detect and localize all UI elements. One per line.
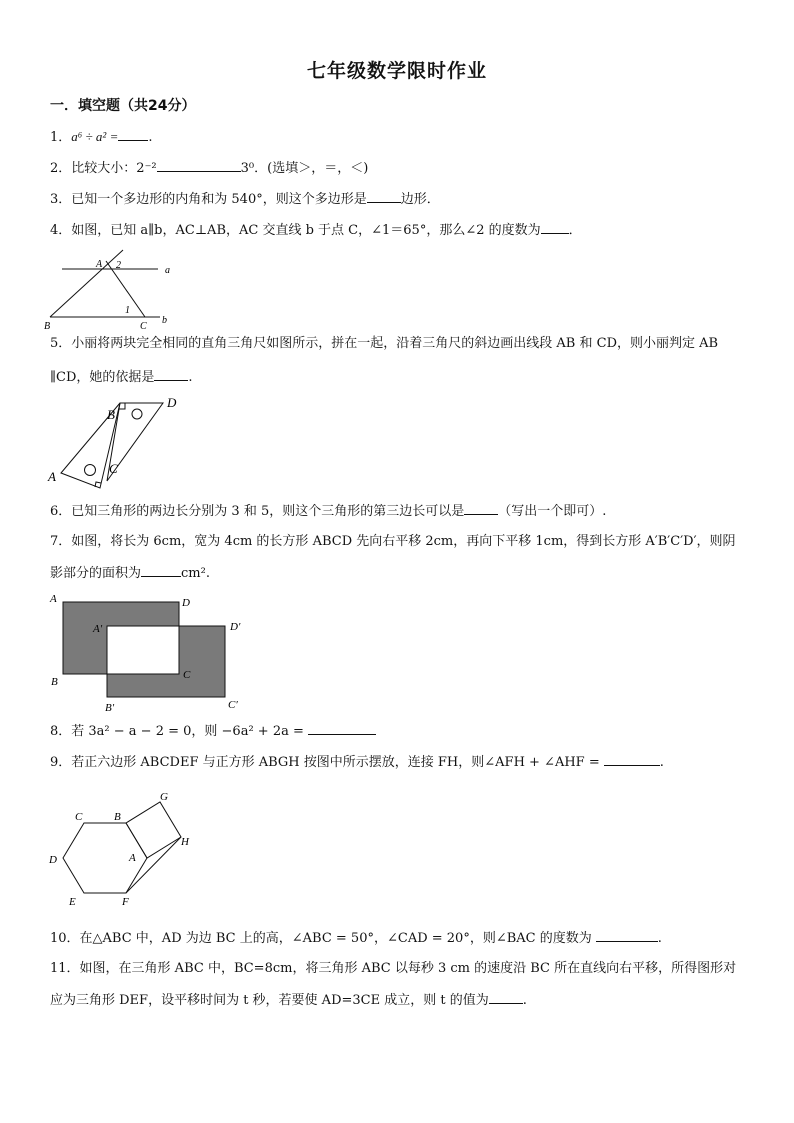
question-5-line-1 [50, 333, 718, 355]
label-C: C [140, 321, 147, 332]
question-text: 如图，已知 a∥b，AC⊥AB，AC 交直线 b 于点 C，∠1＝65°，那么∠2 的度数为 [71, 223, 541, 238]
label-D-prime: D′ [230, 621, 241, 633]
label-angle-2: 2 [116, 260, 121, 271]
compare-right: 3⁰ [240, 161, 255, 176]
question-number: 10． [50, 931, 80, 946]
question-end: . [188, 370, 193, 385]
label-C: C [75, 811, 83, 823]
segment-fh [126, 837, 181, 893]
question-4 [50, 219, 582, 242]
question-end: ．(选填＞，＝，＜) [254, 161, 369, 176]
overlap-region [107, 626, 179, 674]
question-number: 3． [50, 192, 72, 207]
question-text: 如图，在三角形 ABC 中，BC=8cm，将三角形 ABC 以每秒 3 cm 的速度沿 BC 所在直线向右平移，所得图形对 [79, 961, 737, 976]
question-5-line-2 [50, 366, 193, 389]
question-text: 应为三角形 DEF，设平移时间为 t 秒，若要使 AD=3CE 成立，则 t 的值为 [50, 993, 489, 1008]
answer-blank[interactable] [541, 219, 569, 234]
label-line-b: b [162, 315, 167, 326]
question-8 [50, 720, 376, 743]
label-D: D [182, 597, 190, 609]
question-end: . [522, 993, 527, 1008]
question-3 [50, 188, 440, 211]
hole-circle-bottom [85, 465, 96, 476]
label-D: D [49, 854, 57, 866]
figure-translated-rectangles [45, 590, 255, 715]
label-B-prime: B′ [105, 702, 115, 714]
answer-blank[interactable] [464, 500, 498, 515]
label-D: D [167, 395, 177, 410]
question-text: 影部分的面积为 [50, 566, 142, 581]
label-B: B [114, 811, 121, 823]
question-text: 若 3a² − a − 2 = 0，则 −6a² + 2a = [71, 724, 304, 739]
question-expression: a⁶ ÷ a² = [71, 129, 119, 144]
compare-left: 2⁻² [136, 161, 157, 176]
question-end: cm². [181, 566, 210, 581]
question-number: 1． [50, 130, 72, 145]
label-G: G [160, 791, 168, 803]
question-text: 在△ABC 中，AD 为边 BC 上的高，∠ABC = 50°，∠CAD = 20°，则∠BAC 的度数为 [79, 931, 592, 946]
figure-set-squares [45, 393, 195, 493]
label-A: A [48, 469, 56, 484]
label-B: B [107, 407, 115, 422]
question-number: 9． [50, 755, 72, 770]
square-abgh [126, 802, 181, 858]
answer-blank[interactable] [154, 366, 188, 381]
question-number: 5． [50, 336, 72, 351]
question-number: 11． [50, 961, 80, 976]
label-E: E [69, 896, 76, 908]
question-end: ． [568, 223, 582, 238]
question-text: 已知三角形的两边长分别为 3 和 5，则这个三角形的第三边长可以是 [71, 504, 465, 519]
label-B: B [51, 676, 58, 688]
section-heading: 一．填空题（共24分） [50, 98, 196, 114]
question-end: . [657, 931, 662, 946]
label-F: F [122, 896, 129, 908]
label-A: A [96, 259, 103, 270]
question-end: 边形． [400, 192, 440, 207]
answer-blank[interactable] [118, 126, 148, 141]
question-11-line-2 [50, 989, 527, 1012]
question-1 [50, 126, 153, 149]
question-number: 7． [50, 534, 72, 549]
label-line-a: a [165, 265, 170, 276]
label-C: C [183, 669, 191, 681]
label-angle-1: 1 [125, 305, 130, 316]
label-C-prime: C′ [228, 699, 238, 711]
question-number: 2． [50, 161, 72, 176]
question-text: 如图，将长为 6cm，宽为 4cm 的长方形 ABCD 先向右平移 2cm，再向下平移 1cm，得到长方形 A′B′C′D′，则阴 [71, 534, 736, 549]
answer-blank[interactable] [308, 720, 376, 735]
label-H: H [181, 836, 189, 848]
question-text: 比较大小： [71, 161, 137, 176]
figure-hexagon-square [40, 785, 210, 910]
question-7-line-2 [50, 562, 210, 585]
question-10 [50, 927, 662, 950]
question-11-line-1 [50, 958, 736, 980]
question-9 [50, 751, 664, 774]
question-7-line-1 [50, 531, 736, 553]
answer-blank[interactable] [157, 157, 241, 172]
label-C: C [109, 461, 118, 476]
answer-blank[interactable] [141, 562, 181, 577]
question-text: 已知一个多边形的内角和为 540°，则这个多边形是 [71, 192, 367, 207]
question-text: 若正六边形 ABCDEF 与正方形 ABGH 按图中所示摆放，连接 FH，则∠AFH + ∠AHF = [71, 755, 600, 770]
answer-blank[interactable] [367, 188, 401, 203]
question-text: 小丽将两块完全相同的直角三角尺如图所示，拼在一起，沿着三角尺的斜边画出线段 AB 和 CD，则小丽判定 AB [71, 336, 719, 351]
question-number: 8． [50, 724, 72, 739]
question-end: （写出一个即可）. [498, 504, 607, 519]
question-6 [50, 500, 606, 523]
answer-blank[interactable] [604, 751, 660, 766]
label-A-prime: A′ [93, 623, 103, 635]
hole-circle-top [132, 409, 142, 419]
question-number: 6． [50, 504, 72, 519]
page-title: 七年级数学限时作业 [306, 60, 487, 82]
label-A: A [50, 593, 57, 605]
question-text: ∥CD，她的依据是 [50, 370, 155, 385]
segment-ab [50, 250, 123, 317]
question-end: . [659, 755, 664, 770]
question-end: . [148, 130, 153, 145]
question-number: 4． [50, 223, 72, 238]
answer-blank[interactable] [489, 989, 523, 1004]
label-B: B [44, 321, 51, 332]
figure-parallel-lines [40, 245, 190, 335]
answer-blank[interactable] [596, 927, 658, 942]
question-2 [50, 157, 368, 180]
label-A: A [129, 852, 136, 864]
